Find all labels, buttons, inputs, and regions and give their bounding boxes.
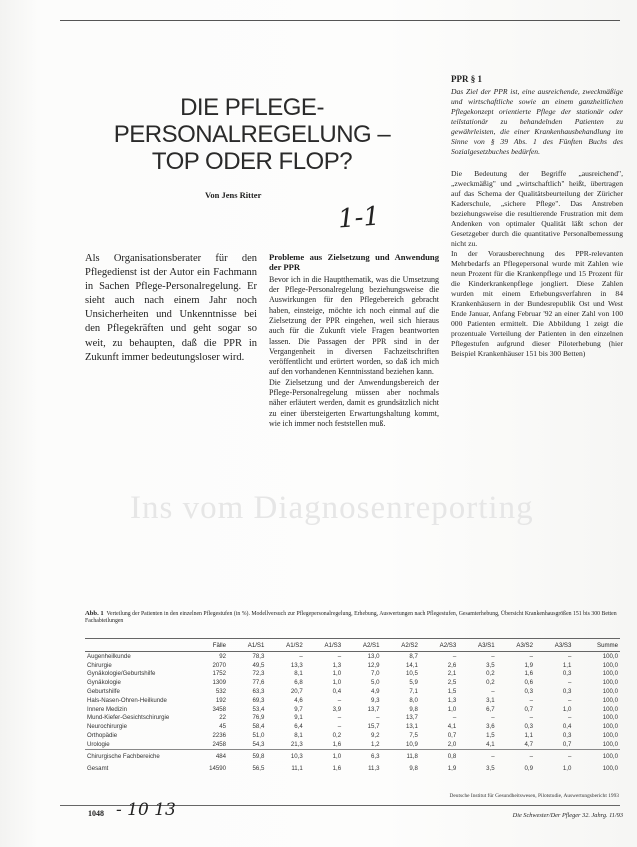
col-header: A2/S2 xyxy=(382,639,420,652)
table-cell: 4,1 xyxy=(447,723,457,731)
table-cell: 20,7 xyxy=(290,688,303,696)
table-cell: 100,0 xyxy=(602,705,618,713)
table-cell: 3,1 xyxy=(486,696,495,704)
table-cell: 8,1 xyxy=(294,670,303,678)
table-cell: 53,4 xyxy=(252,705,265,713)
table-cell: 0,2 xyxy=(486,679,495,687)
table-cell: – xyxy=(458,749,496,760)
row-label: Gynäkologie/Geburtshilfe xyxy=(87,670,156,678)
table-cell: 1,0 xyxy=(332,679,342,687)
table-row xyxy=(85,687,620,696)
table-cell: 13,7 xyxy=(406,714,418,722)
table-cell: – xyxy=(568,652,572,660)
table-row xyxy=(85,678,620,687)
table-cell: 21,3 xyxy=(290,740,303,748)
table-cell: 1,0 xyxy=(562,765,572,773)
col-header: A1/S1 xyxy=(228,639,266,652)
table-cell: 8,1 xyxy=(294,732,303,740)
table-cell: 2458 xyxy=(212,740,227,748)
table-cell: 11,8 xyxy=(382,749,420,760)
table-cell: 1,5 xyxy=(447,688,457,696)
table-row xyxy=(85,740,620,749)
journal-footer: Die Schwester/Der Pfleger 32. Jahrg. 11/93 xyxy=(512,812,623,819)
top-rule xyxy=(60,20,620,21)
table-cell: 3,5 xyxy=(486,765,495,773)
table-cell: 3,5 xyxy=(486,661,495,669)
table-cell: 9,1 xyxy=(294,714,303,722)
table-cell: – xyxy=(491,688,495,696)
table-cell: 1,9 xyxy=(447,765,457,773)
intro-paragraph: Als Organisationsberater für den Pflegedienst ist der Autor ein Fachmann in Sachen Pflege-Personalregelung. Er sieht auch nach einem Jahr noch Unsicherheiten und Unkenntnisse bei den Pflegekräften und geht sogar so weit, zu behaupten, daß die PPR in Zukunft immer bedeutungsloser wird. xyxy=(85,253,257,363)
table-cell: 13,3 xyxy=(290,661,303,669)
table-cell: 9,8 xyxy=(409,765,418,773)
table-row-total xyxy=(85,761,620,774)
table-cell: 8,0 xyxy=(409,696,418,704)
table-cell: 100,0 xyxy=(602,740,618,748)
table-cell: 5,9 xyxy=(409,679,418,687)
paragraph: Die Zielsetzung und der Anwendungsbereich der Pflege-Personalregelung müssen aber nochmals näher erläutert werden, damit es grundsätzlich nicht zu einer übersteigerten Erwartungshaltung kommt, wie ich immer noch feststellen muß. xyxy=(269,377,439,428)
table-cell: – xyxy=(535,749,573,760)
col-header: A1/S2 xyxy=(266,639,304,652)
row-label: Innere Medizin xyxy=(87,705,127,713)
table-cell: 15,7 xyxy=(367,723,380,731)
table-cell: – xyxy=(452,714,457,722)
table-cell: 49,5 xyxy=(252,661,265,669)
table-cell: 100,0 xyxy=(602,696,618,704)
table-cell: 14,1 xyxy=(406,661,418,669)
section-heading: PPR § 1 xyxy=(451,74,482,84)
table-cell: 4,9 xyxy=(371,688,380,696)
table-cell: 0,4 xyxy=(562,723,572,731)
table-cell: 1,0 xyxy=(305,749,343,760)
table-cell: – xyxy=(491,714,495,722)
paragraph: Bevor ich in die Hauptthematik, was die Umsetzung der Pflege-Personalregelung beziehungsweise die Auswirkungen für den Pflegebereich gebracht haben, einsteige, möchte ich noch einmal auf die Zielsetzung der PPR eingehen, weil sich hieraus auch für die Zukunft viele Fragen beantworten lassen. Die Passagen der PPR sind in der Vergangenheit in diversen Fachzeitschriften veröffentlicht und erörtert worden, so daß ich mich auf den vorhandenen Kenntnisstand beziehen kann. xyxy=(269,274,439,377)
table-cell: 100,0 xyxy=(602,714,618,722)
table-cell: 192 xyxy=(215,696,227,704)
table-cell: 10,5 xyxy=(406,670,418,678)
table-cell: 0,3 xyxy=(524,688,534,696)
table-cell: 1752 xyxy=(212,670,227,678)
table-cell: 0,3 xyxy=(562,688,572,696)
table-cell: 7,1 xyxy=(409,688,418,696)
lead-quote: Das Ziel der PPR ist, eine ausreichende, zweckmäßige und wirtschaftliche sowie an einem ganzheitlichen Pflegekonzept orientierte Pflege der stationär oder teilstationär zu behandelnden Patienten zu gewährleisten, die einer Krankenhausbehandlung im Sinne von § 39 Abs. 1 des Fünften Buchs des Sozialgesetzbuches bedürfen. xyxy=(451,87,623,156)
table-cell: 54,3 xyxy=(252,740,265,748)
table-cell: – xyxy=(529,714,534,722)
table-cell: 7,0 xyxy=(371,670,380,678)
table-cell: 11,3 xyxy=(368,765,380,773)
row-label: Gesamt xyxy=(87,765,109,773)
table-cell: 12,9 xyxy=(367,661,380,669)
table-cell: 77,6 xyxy=(252,679,265,687)
page-number: 1048 xyxy=(88,809,104,818)
table-cell: – xyxy=(491,652,495,660)
table-cell: 0,7 xyxy=(524,705,534,713)
handwritten-note-top: 1-1 xyxy=(337,201,381,235)
table-cell: 4,1 xyxy=(486,740,495,748)
table-cell: 9,3 xyxy=(371,696,380,704)
table-cell: 100,0 xyxy=(573,749,620,760)
table-cell: 9,8 xyxy=(409,705,418,713)
table-cell: 13,1 xyxy=(406,723,418,731)
table-cell: 2,6 xyxy=(447,661,457,669)
table-row xyxy=(85,652,620,661)
table-cell: – xyxy=(529,652,534,660)
table-row xyxy=(85,731,620,740)
table-cell: 78,3 xyxy=(252,652,265,660)
table-cell: 1,1 xyxy=(562,661,572,669)
table-cell: 10,9 xyxy=(406,740,418,748)
table-cell: 72,3 xyxy=(252,670,265,678)
table-header-row xyxy=(85,639,620,652)
table-cell: 6,8 xyxy=(294,679,303,687)
table-cell: 0,8 xyxy=(420,749,458,760)
table-cell: 0,2 xyxy=(332,732,342,740)
table-cell: 69,3 xyxy=(252,696,265,704)
table-row xyxy=(85,714,620,723)
table-cell: 1,9 xyxy=(524,661,534,669)
table-cell: 5,0 xyxy=(371,679,380,687)
table-cell: 2,0 xyxy=(447,740,457,748)
table-cell: 1,6 xyxy=(332,740,342,748)
row-label: Gynäkologie xyxy=(87,679,121,687)
article-title: DIE PFLEGE-PERSONALREGELUNG – TOP ODER FLOP? xyxy=(113,94,391,176)
table-cell: 4,7 xyxy=(524,740,534,748)
caption-text: Verteilung der Patienten in den einzelnen Pflegestufen (in %). Modellversuch zur Pflegepersonalregelung, Erhebung, Auswertungen nach Pflegestufen, Gesamterhebung, Übersicht Krankenhausgrößen 151 bis 300 Betten Fachabteilungen xyxy=(85,611,617,625)
table-cell: 0,7 xyxy=(562,740,572,748)
table-cell: 100,0 xyxy=(602,652,618,660)
table-cell: 2070 xyxy=(212,661,227,669)
table-cell: 1309 xyxy=(212,679,227,687)
table-row xyxy=(85,722,620,731)
handwritten-page-note: - 10 13 xyxy=(116,800,176,820)
table-cell: 100,0 xyxy=(602,670,618,678)
col-header: A2/S1 xyxy=(343,639,381,652)
table-cell: 532 xyxy=(215,688,227,696)
table-cell: 2,1 xyxy=(447,670,457,678)
table-row xyxy=(85,661,620,670)
row-label: Chirurgische Fachbereiche xyxy=(85,749,189,760)
row-label: Mund-Kiefer-Gesichtschirurgie xyxy=(87,714,170,722)
table-cell: 0,3 xyxy=(562,670,572,678)
table-cell: 0,2 xyxy=(486,670,495,678)
table-caption xyxy=(85,610,620,626)
row-label: Hals-Nasen-Ohren-Heilkunde xyxy=(87,696,167,704)
table-cell: 14590 xyxy=(209,765,227,773)
row-label: Augenheilkunde xyxy=(87,652,131,660)
table-cell: 6,7 xyxy=(486,705,495,713)
table-cell: 76,9 xyxy=(252,714,265,722)
col-header: A3/S1 xyxy=(458,639,496,652)
distribution-table xyxy=(85,638,620,773)
table-cell: 51,0 xyxy=(252,732,265,740)
table-cell: 0,6 xyxy=(524,679,534,687)
table-cell: – xyxy=(452,652,457,660)
col-header: Fälle xyxy=(189,639,228,652)
table-row xyxy=(85,696,620,705)
table-cell: 10,3 xyxy=(266,749,304,760)
table-cell: 1,3 xyxy=(447,696,457,704)
table-cell: 7,5 xyxy=(409,732,418,740)
table-cell: 3,6 xyxy=(486,723,495,731)
table-cell: 100,0 xyxy=(602,688,618,696)
table-source: Deutsche Institut für Gesundheitswesen, Pilotstudie, Auswertungsbericht 1993 xyxy=(449,793,619,799)
table-cell: 100,0 xyxy=(602,732,618,740)
table-cell: 56,5 xyxy=(252,765,265,773)
table-cell: 100,0 xyxy=(602,765,618,773)
table-cell: 9,2 xyxy=(371,732,380,740)
table-cell: 1,0 xyxy=(447,705,457,713)
paragraph: In der Vorausberechnung des PPR-relevanten Mehrbedarfs an Pflegepersonal wurde mit Zahlen wie neun Prozent für die Krankenpflege und 15 Prozent für die Kinderkrankenpflege jongliert. Diese Zahlen wurden mit einem Erhebungsverfahren in 84 Krankenhäusern in der Bundesrepublik Ost und West Ende Januar, Anfang Februar '92 an einer Zahl von 100 000 Patienten ermittelt. Die Abbildung 1 zeigt die prozentuale Verteilung der Patienten in den einzelnen Pflegestufen aufgrund dieser Piloterhebung (hier Beispiel Krankenhäuser 151 bis 300 Betten) xyxy=(451,249,623,358)
table-cell: 1,2 xyxy=(371,740,380,748)
caption-label: Abb. 1 xyxy=(85,610,104,617)
table-cell: 63,3 xyxy=(252,688,265,696)
byline: Von Jens Ritter xyxy=(205,190,262,200)
table-row xyxy=(85,670,620,679)
table-cell: 2,5 xyxy=(447,679,457,687)
table-cell: – xyxy=(568,714,572,722)
row-label: Urologie xyxy=(87,740,110,748)
col-header: A3/S2 xyxy=(497,639,535,652)
show-through-text: Ins vom Diagnosenreporting xyxy=(130,490,534,526)
table-cell: 1,3 xyxy=(332,661,342,669)
table-cell: – xyxy=(337,652,342,660)
table-cell: 0,4 xyxy=(332,688,342,696)
row-label: Geburtshilfe xyxy=(87,688,120,696)
table-cell: 9,7 xyxy=(294,705,303,713)
table-cell: 0,7 xyxy=(447,732,457,740)
col-header xyxy=(85,639,189,652)
table-cell: 3458 xyxy=(212,705,227,713)
paragraph: Die Bedeutung der Begriffe „ausreichend", „zweckmäßig" und „wirtschaftlich" heißt, übertragen auf das Schema der Qualitätsbeurteilung der Züricher Kaderschule, „sichere Pflege". Das Anstreben beziehungsweise die resultierende Frustration mit dem Andenken von optimaler Qualität läßt schon der Gesetzgeber durch die quantitative Personalbemessung nicht zu. xyxy=(451,169,623,248)
table-cell: – xyxy=(337,723,342,731)
table-cell: 13,7 xyxy=(367,705,380,713)
table-cell: 45 xyxy=(219,723,227,731)
table-cell: 11,1 xyxy=(291,765,303,773)
table-cell: 58,4 xyxy=(252,723,265,731)
table-cell: 0,9 xyxy=(524,765,534,773)
table-cell: 1,5 xyxy=(486,732,495,740)
table-cell: 6,3 xyxy=(343,749,381,760)
table-cell: – xyxy=(299,652,303,660)
row-label: Chirurgie xyxy=(87,661,112,669)
table-cell: 0,3 xyxy=(524,723,534,731)
section-heading: Probleme aus Zielsetzung und Anwendung der PPR xyxy=(269,252,439,273)
table-cell: 100,0 xyxy=(602,661,618,669)
col-header: A3/S3 xyxy=(535,639,573,652)
table-cell: 1,6 xyxy=(332,765,342,773)
table-cell: 4,6 xyxy=(294,696,303,704)
table-cell: 2236 xyxy=(212,732,227,740)
table-cell: 1,6 xyxy=(524,670,534,678)
table-cell: 92 xyxy=(219,652,227,660)
col-header: A2/S3 xyxy=(420,639,458,652)
table-cell: – xyxy=(337,714,342,722)
table-cell: – xyxy=(529,696,534,704)
table-cell: – xyxy=(376,714,380,722)
table-row xyxy=(85,705,620,714)
table-cell: – xyxy=(568,696,572,704)
table-cell: 3,9 xyxy=(332,705,342,713)
table-cell: – xyxy=(497,749,535,760)
table-cell: 22 xyxy=(219,714,227,722)
table-cell: 100,0 xyxy=(602,723,618,731)
table-cell: – xyxy=(337,696,342,704)
column-right xyxy=(451,74,623,359)
col-header: A1/S3 xyxy=(305,639,343,652)
table-cell: 8,7 xyxy=(409,652,418,660)
col-header: Summe xyxy=(573,639,620,652)
column-middle xyxy=(269,252,439,429)
row-label: Orthopädie xyxy=(87,732,118,740)
table-cell: 1,1 xyxy=(524,732,534,740)
table-cell: 1,0 xyxy=(562,705,572,713)
table-cell: 484 xyxy=(189,749,228,760)
table-cell: – xyxy=(568,679,572,687)
table-cell: 100,0 xyxy=(602,679,618,687)
table-cell: 1,0 xyxy=(332,670,342,678)
table-cell: 0,3 xyxy=(562,732,572,740)
table-cell: 13,0 xyxy=(367,652,380,660)
table-row-subtotal xyxy=(85,749,620,760)
table-cell: 59,8 xyxy=(228,749,266,760)
row-label: Neurochirurgie xyxy=(87,723,127,731)
table-cell: 6,4 xyxy=(294,723,303,731)
